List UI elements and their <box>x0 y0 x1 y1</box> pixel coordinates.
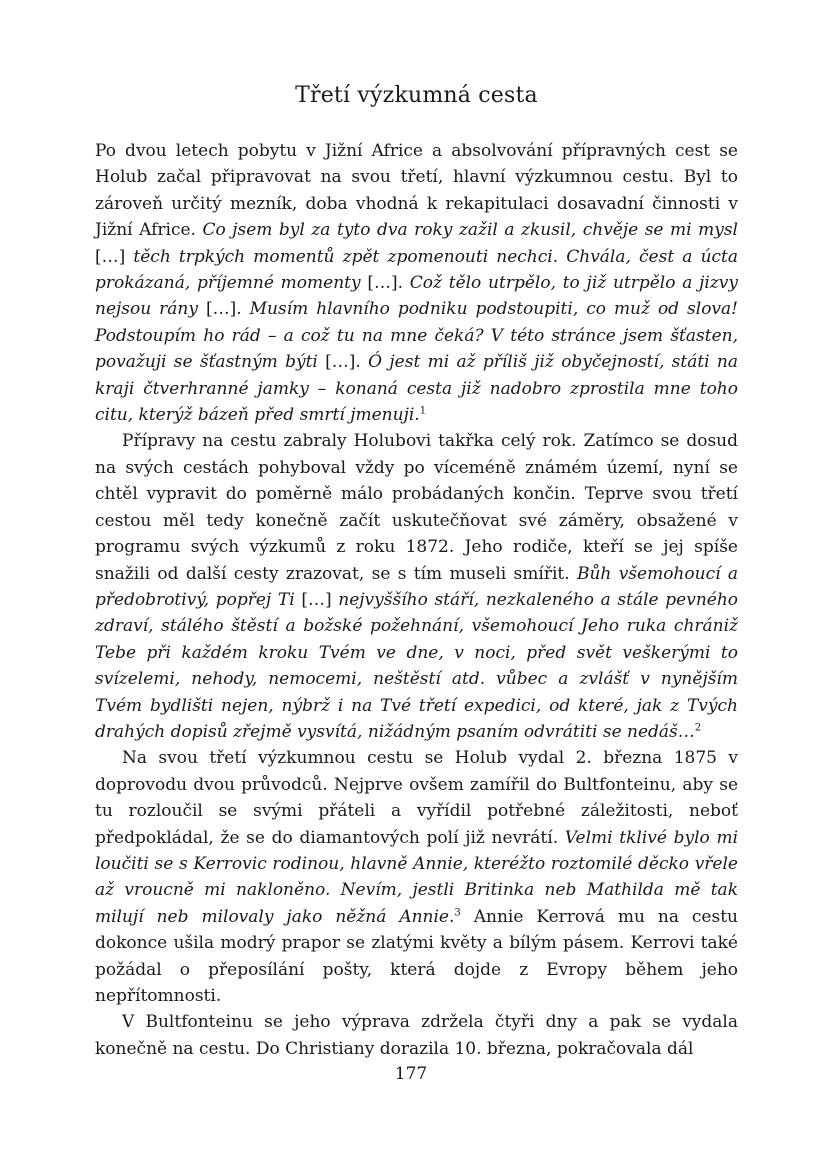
footnote-ref: 3 <box>454 907 461 919</box>
page-body <box>95 78 738 1062</box>
quote-run: Velmi tklivé bylo mi loučiti se s Kerrovic rodinou, hlavně Annie, kteréžto roztomilé děcko vřele až vroucně mi nakloněno. Nevím, jestli Britinka neb Mathilda mě tak milují neb milovaly jako něžná Annie. <box>95 827 739 927</box>
footnote-ref: 2 <box>694 722 702 734</box>
paragraph-4 <box>95 1009 738 1062</box>
text-run: Přípravy na cestu zabraly Holubovi takřka celý rok. Zatímco se dosud na svých cestách pohyboval vždy po víceméně známém území, nyní se chtěl vypravit do poměrně málo probádaných končin. Teprve svou třetí cestou měl tedy konečně začít uskutečňovat své záměry, obsažené v programu svých výzkumů z roku 1872. Jeho rodiče, kteří se jej spíše snažili od další cesty zrazovat, se s tím museli smířit. <box>95 431 738 584</box>
text-run: […] <box>95 246 134 267</box>
chapter-title: Třetí výzkumná cesta <box>295 83 538 108</box>
text-run: […]. <box>317 352 369 373</box>
quote-run: Musím hlavního podniku podstoupiti, co muž od slova! Podstoupím ho rád – a což tu na mne čeká? V této stránce jsem šťasten, považuji se šťastným býti <box>95 299 739 373</box>
text-run: […]. <box>360 273 410 294</box>
text-run: Po dvou letech pobytu v Jižní Africe a absolvování přípravných cest se Holub začal připravovat na svou třetí, hlavní výzkumnou cestu. Byl to zároveň určitý mezník, doba vhodná k rekapitulaci dosavadní činnosti v Jižní Africe. <box>95 141 738 241</box>
text-run: Annie Kerrová mu na cestu dokonce ušila modrý prapor se zlatými květy a bílým pásem. Kerrovi také požádal o přeposílání pošty, která dojde z Evropy během jeho nepřítomnosti. <box>95 906 738 1006</box>
footnote-ref: 1 <box>419 405 427 417</box>
quote-run: Bůh všemohoucí a předobrotivý, popřej Ti <box>95 563 738 610</box>
quote-run: těch trpkých momentů zpět zpomenouti nechci. Chvála, čest a úcta prokázaná, příjemné momenty <box>95 246 739 294</box>
page-number: 177 <box>394 1064 428 1084</box>
paragraph-2 <box>95 428 738 745</box>
text-run: V Bultfonteinu se jeho výprava zdržela čtyři dny a pak se vydala konečně na cestu. Do Christiany dorazila 10. března, pokračovala dál <box>95 1012 738 1059</box>
paragraph-3 <box>95 745 738 1009</box>
quote-run: Ó jest mi až příliš již obyčejností, státi na kraji čtverhranné jamky – konaná cesta již nadobro zprostila mne toho citu, kterýž bázeň před smrtí jmenuji. <box>95 352 739 426</box>
quote-run: Což tělo utrpělo, to již utrpělo a jizvy nejsou rány <box>95 273 738 320</box>
quote-run: nejvyššího stáří, nezkaleného a stále pevného zdraví, stálého štěstí a božské požehnání, všemohoucí Jeho ruka chrániž Tebe při každém kroku Tvém ve dne, v noci, před svět veškerými to svízelemi, nehody, nemocemi, neštěstí atd. vůbec a zvlášť v nynějším Tvém bydlišti nejen, nýbrž i na Tvé třetí expedici, od které, jak z Tvých drahých dopisů zřejmě vysvítá, nižádným psaním odvrátiti se nedáš… <box>95 589 739 742</box>
paragraph-1 <box>95 138 738 428</box>
text-run: […] <box>294 589 339 610</box>
text-run: Na svou třetí výzkumnou cestu se Holub vydal 2. března 1875 v doprovodu dvou průvodců. Nejprve ovšem zamířil do Bultfonteinu, aby se tu rozloučil se svými přáteli a vyřídil potřebné záležitosti, neboť předpokládal, že se do diamantových polí již nevrátí. <box>95 748 738 848</box>
text-run: […]. <box>197 299 250 320</box>
quote-run: Co jsem byl za tyto dva roky zažil a zkusil, chvěje se mi mysl <box>202 220 738 241</box>
